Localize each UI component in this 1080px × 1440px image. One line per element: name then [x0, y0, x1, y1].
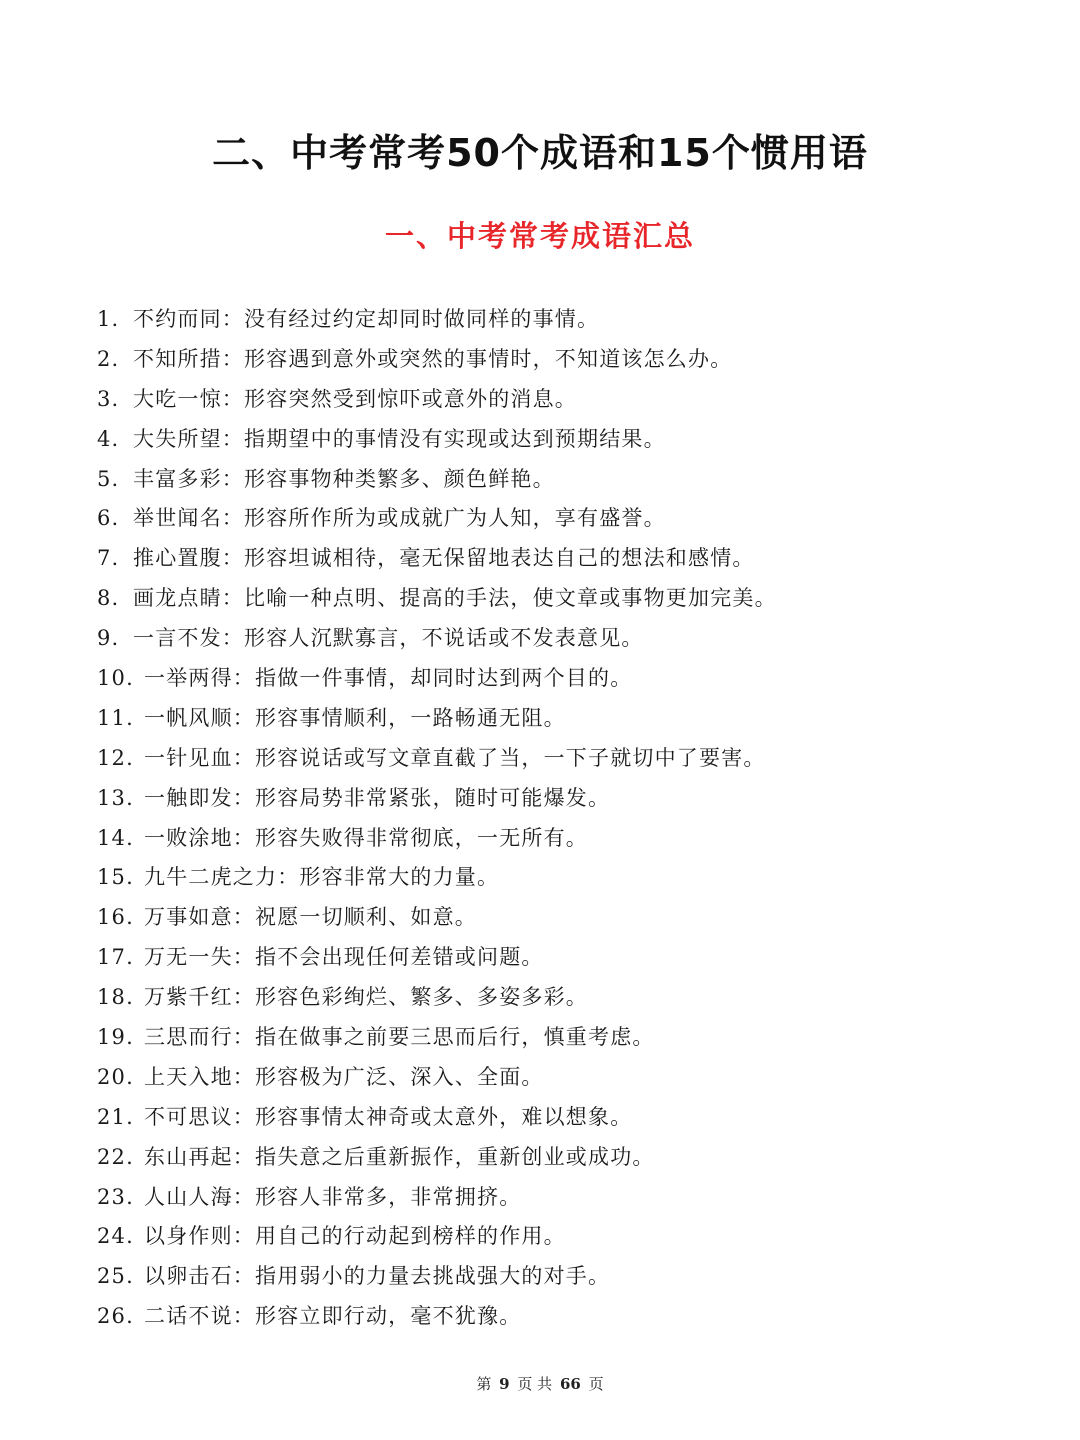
- list-item-text: 丰富多彩：形容事物种类繁多、颜色鲜艳。: [133, 466, 555, 491]
- list-item: [97, 460, 997, 500]
- section-title: 一、中考常考成语汇总: [384, 219, 695, 253]
- list-item-text: 大失所望：指期望中的事情没有实现或达到预期结果。: [133, 426, 666, 451]
- list-item-number: 16.: [97, 905, 134, 930]
- list-item-number: 26.: [97, 1304, 134, 1329]
- list-item-number: 1.: [97, 307, 120, 331]
- list-item: [97, 699, 997, 739]
- list-item-text: 不知所措：形容遇到意外或突然的事情时，不知道该怎么办。: [133, 346, 733, 371]
- list-item: [97, 1058, 997, 1098]
- list-item-number: 9.: [97, 626, 120, 651]
- list-item-number: 13.: [97, 785, 134, 810]
- list-item: [97, 1217, 997, 1257]
- footer-middle: 页 共: [517, 1375, 553, 1393]
- list-item-text: 万紫千红：形容色彩绚烂、繁多、多姿多彩。: [144, 985, 588, 1010]
- footer-prefix: 第: [476, 1375, 492, 1393]
- list-item: [97, 499, 997, 539]
- list-item-number: 8.: [97, 586, 120, 611]
- list-item-text: 以身作则：用自己的行动起到榜样的作用。: [144, 1224, 566, 1249]
- list-item: [97, 340, 997, 380]
- list-item-number: 7.: [97, 546, 120, 571]
- list-item: [97, 779, 997, 819]
- list-item-number: 6.: [97, 506, 120, 531]
- list-item-number: 10.: [97, 666, 134, 691]
- list-item-text: 大吃一惊：形容突然受到惊吓或意外的消息。: [133, 386, 577, 411]
- list-item-number: 22.: [97, 1144, 134, 1169]
- list-item: [97, 978, 997, 1018]
- current-page-number: 9: [499, 1375, 510, 1393]
- list-item: [97, 380, 997, 420]
- list-item-number: 11.: [97, 705, 134, 730]
- list-item: [97, 1297, 997, 1337]
- list-item: [97, 739, 997, 779]
- list-item-number: 17.: [97, 945, 134, 970]
- list-item-number: 18.: [97, 985, 134, 1010]
- list-item-text: 一败涂地：形容失败得非常彻底，一无所有。: [144, 825, 588, 850]
- list-item-text: 画龙点睛：比喻一种点明、提高的手法，使文章或事物更加完美。: [133, 586, 777, 611]
- list-item-text: 东山再起：指失意之后重新振作，重新创业或成功。: [144, 1144, 655, 1169]
- list-item: [97, 1178, 997, 1218]
- page-footer: [0, 1373, 1080, 1394]
- list-item: [97, 1138, 997, 1178]
- list-item-text: 一触即发：形容局势非常紧张，随时可能爆发。: [144, 785, 611, 810]
- list-item-text: 三思而行：指在做事之前要三思而后行，慎重考虑。: [144, 1025, 655, 1050]
- list-item: [97, 539, 997, 579]
- list-item-text: 不可思议：形容事情太神奇或太意外，难以想象。: [144, 1104, 633, 1129]
- list-item-number: 4.: [97, 426, 120, 451]
- list-item-number: 3.: [97, 386, 120, 411]
- list-item: [97, 619, 997, 659]
- idiom-list: [97, 300, 997, 1337]
- total-page-number: 66: [559, 1375, 581, 1393]
- list-item: [97, 1018, 997, 1058]
- list-item: [97, 898, 997, 938]
- list-item-text: 以卵击石：指用弱小的力量去挑战强大的对手。: [144, 1264, 611, 1289]
- list-item-number: 15.: [97, 865, 134, 890]
- list-item-text: 人山人海：形容人非常多，非常拥挤。: [144, 1184, 522, 1209]
- list-item-number: 12.: [97, 745, 134, 770]
- page-title: 二、中考常考50个成语和15个惯用语: [212, 131, 868, 175]
- list-item: [97, 1098, 997, 1138]
- list-item-number: 25.: [97, 1264, 134, 1289]
- footer-suffix: 页: [588, 1375, 604, 1393]
- list-item-number: 2.: [97, 346, 120, 371]
- list-item-number: 14.: [97, 825, 134, 850]
- list-item-text: 推心置腹：形容坦诚相待，毫无保留地表达自己的想法和感情。: [133, 546, 755, 571]
- list-item-number: 19.: [97, 1025, 134, 1050]
- list-item: [97, 938, 997, 978]
- list-item-number: 20.: [97, 1064, 134, 1089]
- list-item-text: 举世闻名：形容所作所为或成就广为人知，享有盛誉。: [133, 506, 666, 531]
- list-item-text: 万事如意：祝愿一切顺利、如意。: [144, 905, 477, 930]
- list-item-text: 一言不发：形容人沉默寡言，不说话或不发表意见。: [133, 626, 644, 651]
- list-item-text: 一针见血：形容说话或写文章直截了当，一下子就切中了要害。: [144, 745, 766, 770]
- list-item-number: 23.: [97, 1184, 134, 1209]
- list-item: [97, 659, 997, 699]
- list-item-text: 二话不说：形容立即行动，毫不犹豫。: [144, 1304, 522, 1329]
- list-item-text: 万无一失：指不会出现任何差错或问题。: [144, 945, 544, 970]
- list-item: [97, 1257, 997, 1297]
- list-item-text: 不约而同：没有经过约定却同时做同样的事情。: [133, 307, 600, 331]
- list-item: [97, 579, 997, 619]
- list-item-number: 5.: [97, 466, 120, 491]
- list-item-text: 一举两得：指做一件事情，却同时达到两个目的。: [144, 666, 633, 691]
- list-item-number: 24.: [97, 1224, 134, 1249]
- list-item-number: 21.: [97, 1104, 134, 1129]
- list-item: [97, 819, 997, 859]
- list-item: [97, 300, 997, 340]
- list-item-text: 九牛二虎之力：形容非常大的力量。: [144, 865, 500, 890]
- list-item-text: 一帆风顺：形容事情顺利，一路畅通无阻。: [144, 705, 566, 730]
- list-item-text: 上天入地：形容极为广泛、深入、全面。: [144, 1064, 544, 1089]
- list-item: [97, 858, 997, 898]
- list-item: [97, 420, 997, 460]
